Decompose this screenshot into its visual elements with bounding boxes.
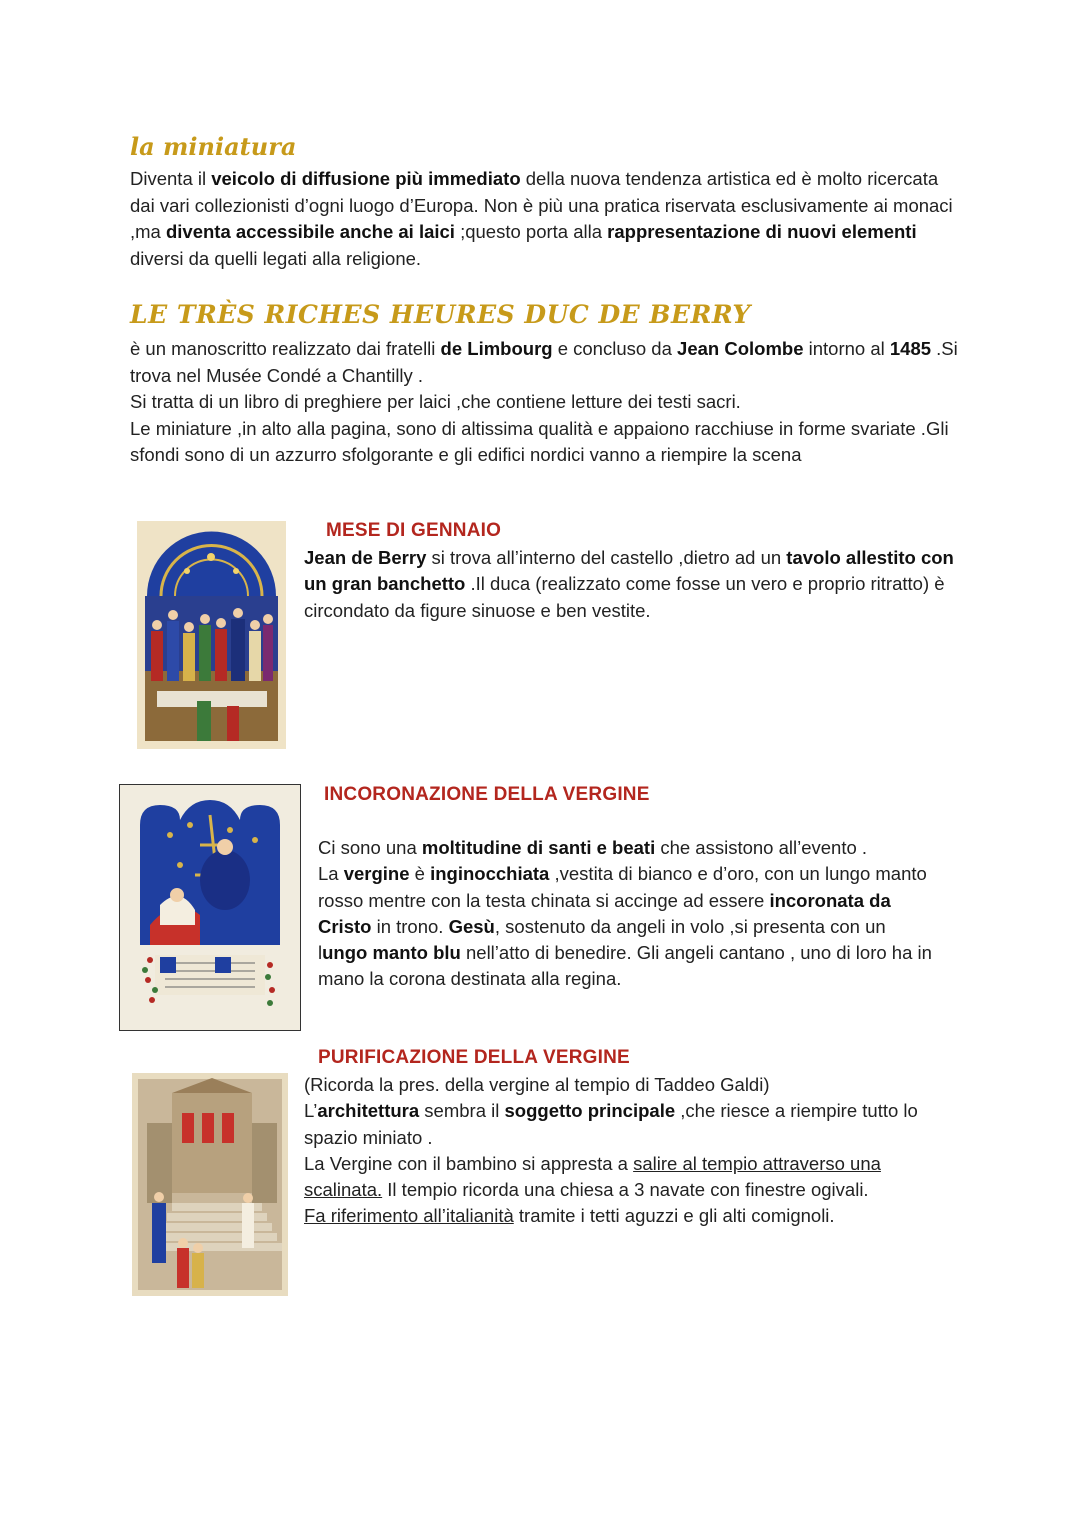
text-run: è un manoscritto realizzato dai fratelli [130,338,441,359]
section-text-purificazione [304,1072,954,1230]
text-run: La Vergine con il bambino si appresta a [304,1152,634,1174]
section-title-incoronazione: INCORONAZIONE DELLA VERGINE [324,784,650,805]
text-run: ,che riesce a riempire tutto lo spazio miniato . [304,1100,918,1148]
text-run: (Ricorda la pres. della vergine al tempio di Taddeo Galdi) [304,1074,770,1095]
text-run: Jean de Berry [304,547,427,568]
text-run: .Il duca (realizzato come fosse un vero e proprio ritratto) è circondato da figure sinuose e ben vestite. [304,573,945,621]
text-run: de Limbourg [440,338,553,359]
text-run: L’ [304,1100,318,1122]
text-run: soggetto principale [504,1100,676,1122]
section-text-incoronazione [318,835,938,993]
text-run: architettura [317,1100,420,1122]
section-text-gennaio [304,545,964,624]
text-run: Le miniature ,in alto alla pagina, sono di altissima qualità e appaiono racchiuse in forme svariate .Gli sfondi sono di un azzurro sfolgorante e gli edifici nordici vanno a riempire la scena [130,417,949,465]
text-run: rappresentazione di nuovi elementi [607,221,917,242]
section-title-purificazione: PURIFICAZIONE DELLA VERGINE [318,1047,630,1068]
miniature-coronation-image [119,784,301,1031]
heading-tres-riches-heures: LE TRÈS RICHES HEURES DUC DE BERRY [130,300,751,329]
text-run: ungo manto blu [322,942,461,964]
text-run: veicolo di diffusione più immediato [211,168,521,189]
text-run: sembra il [419,1100,505,1122]
section-title-gennaio: MESE DI GENNAIO [326,520,502,541]
text-run: ;questo porta alla [454,221,608,242]
miniature-january-image [137,521,286,749]
text-run: salire al tempio attraverso una scalinata. [304,1152,881,1201]
text-run: .Si trova nel Musée Condé a Chantilly . [130,338,958,386]
text-run: inginocchiata [430,863,550,885]
text-run: , sostenuto da angeli in volo ,si presenta con un l [318,915,886,964]
text-run: intorno al [803,338,890,359]
january-illustration [137,521,286,749]
text-run: Fa riferimento all’italianità [304,1205,514,1227]
text-run: tramite i tetti aguzzi e gli alti comignoli. [513,1205,835,1227]
heading-miniatura: la miniatura [130,132,297,161]
text-run: La [318,863,344,885]
text-run: ,vestita di bianco e d’oro, con un lungo manto rosso mentre con la testa chinata si accinge ad essere [318,863,927,911]
text-run: della nuova tendenza artistica ed è molto ricercata dai vari collezionisti d’ogni luogo d’Europa. Non è più una pratica riservata esclusivamente ai monaci ,ma [130,168,953,242]
text-run: Ci sono una [318,837,422,858]
text-run: che assistono all’evento . [655,837,868,858]
text-run: diversi da quelli legati alla religione. [130,247,422,269]
text-run: Il tempio ricorda una chiesa a 3 navate con finestre ogivali. [382,1179,869,1201]
text-run: Diventa il [130,168,212,189]
miniature-purification-image [132,1073,288,1296]
text-run: Si tratta di un libro di preghiere per laici ,che contiene letture dei testi sacri. [130,391,741,412]
text-run: nell’atto di benedire. Gli angeli cantano , uno di loro ha in mano la corona destinata alla regina. [318,942,932,990]
text-run: tavolo allestito con un gran banchetto [304,547,954,595]
coronation-illustration [120,785,300,1030]
text-run: 1485 [889,338,932,359]
purification-illustration [132,1073,288,1296]
text-run: vergine [343,863,410,885]
text-run: moltitudine di santi e beati [421,837,656,858]
text-run: in trono. [371,915,449,937]
text-run: Gesù [448,915,495,937]
text-run: diventa accessibile anche ai laici [165,221,455,242]
text-run: e concluso da [552,338,678,359]
paragraph-miniatura [130,166,960,272]
text-run: è [409,863,431,885]
text-run: Jean Colombe [677,338,804,359]
text-run: incoronata da Cristo [318,889,891,937]
paragraph-berry [130,336,960,469]
text-run: si trova all’interno del castello ,dietro ad un [426,547,787,568]
